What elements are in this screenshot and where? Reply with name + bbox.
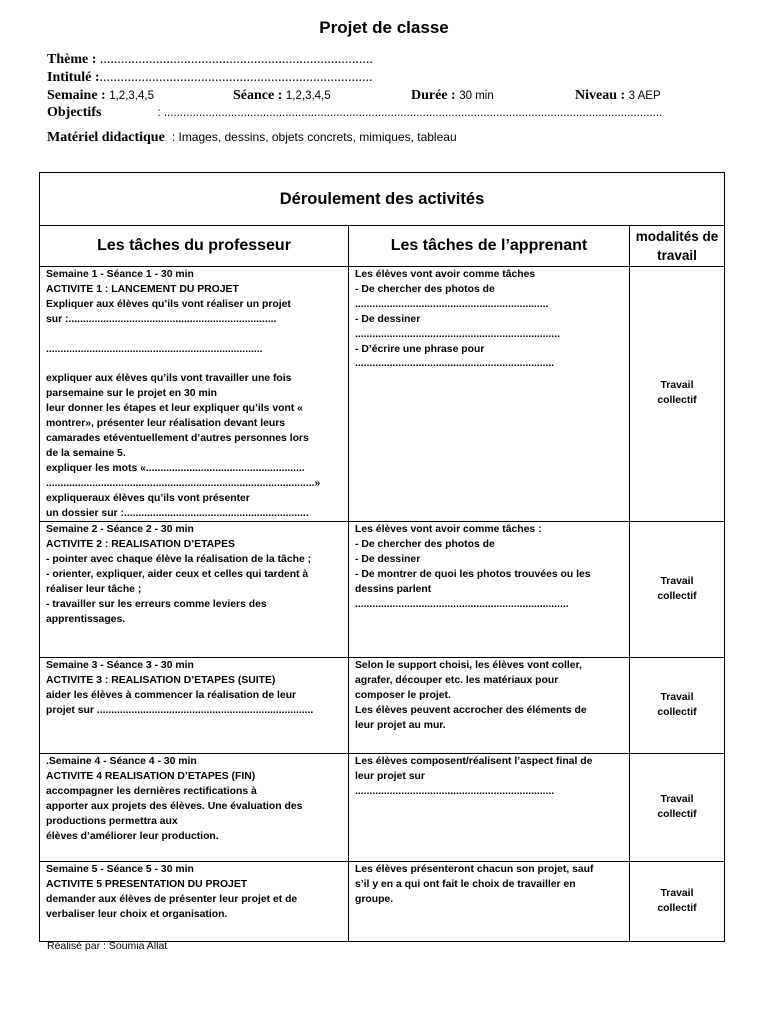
niveau-label: Niveau : [575, 88, 626, 103]
theme-line [47, 52, 373, 68]
table-row [40, 267, 725, 522]
theme-label: Thème : [47, 52, 97, 67]
app-cell [349, 754, 630, 862]
materiel-label: Matériel didactique [47, 130, 165, 145]
column-header-professeur: Les tâches du professeur [40, 226, 349, 267]
theme-value: .............................................................................. [96, 52, 373, 67]
app-text: Les élèves vont avoir comme tâches : - De chercher des photos de - De dessiner - De montrer de quoi les photos trouvées ou les dessins parlent .......................................................................... [355, 524, 591, 610]
prof-cell [40, 267, 349, 522]
mod-text: Travail collectif [657, 888, 697, 914]
seance-value: 1,2,3,4,5 [285, 90, 331, 102]
app-cell [349, 267, 630, 522]
table-row [40, 862, 725, 942]
seance-field [233, 88, 331, 104]
app-text: Les élèves vont avoir comme tâches - De chercher des photos de ................................................................... - De dessiner ....................................................................... - D’écrire une phrase pour ..................................................................... [355, 269, 560, 370]
objectifs-value: : ............................................................................................................................................................ [157, 107, 663, 119]
prof-text: .Semaine 4 - Séance 4 - 30 min ACTIVITE 4 REALISATION D’ETAPES (FIN) accompagner les dernières rectifications à apporter aux projets des élèves. Une évaluation des productions permettra aux élèves d’améliorer leur production. [46, 756, 303, 842]
activities-table [39, 172, 725, 942]
semaine-label: Semaine : [47, 88, 106, 103]
objectifs-line [47, 105, 715, 121]
table-heading: Déroulement des activités [40, 173, 725, 226]
mod-cell [630, 267, 725, 522]
app-text: Selon le support choisi, les élèves vont coller, agrafer, découper etc. les matériaux pour composer le projet. Les élèves peuvent accrocher des éléments de leur projet au mur. [355, 660, 587, 732]
mod-cell [630, 754, 725, 862]
mod-text: Travail collectif [657, 794, 697, 820]
duree-label: Durée : [411, 88, 456, 103]
mod-cell [630, 658, 725, 754]
app-cell [349, 862, 630, 942]
prof-text: Semaine 3 - Séance 3 - 30 min ACTIVITE 3 : REALISATION D’ETAPES (SUITE) aider les élèves à commencer la réalisation de leur projet sur ........................................................................... [46, 660, 314, 717]
mod-cell [630, 522, 725, 658]
materiel-value: : Images, dessins, objets concrets, mimiques, tableau [171, 130, 457, 144]
app-cell [349, 522, 630, 658]
objectifs-label: Objectifs [47, 105, 102, 120]
page-title: Projet de classe [319, 18, 449, 37]
mod-text: Travail collectif [657, 576, 697, 602]
table-row [40, 522, 725, 658]
intitule-value: .............................................................................. [99, 70, 373, 85]
intitule-line [47, 70, 373, 86]
app-cell [349, 658, 630, 754]
prof-cell [40, 862, 349, 942]
table-row [40, 754, 725, 862]
author-footer: Réalisé par : Soumia Allat [47, 940, 168, 952]
seance-label: Séance : [233, 88, 283, 103]
prof-cell [40, 658, 349, 754]
niveau-value: 3 AEP [628, 90, 661, 102]
app-text: Les élèves présenteront chacun son projet, sauf s’il y en a qui ont fait le choix de travailler en groupe. [355, 864, 594, 906]
prof-text: Semaine 5 - Séance 5 - 30 min ACTIVITE 5 PRESENTATION DU PROJET demander aux élèves de présenter leur projet et de verbaliser leur choix et organisation. [46, 864, 298, 921]
semaine-field [47, 88, 154, 104]
mod-text: Travail collectif [657, 692, 697, 718]
column-header-apprenant: Les tâches de l’apprenant [349, 226, 630, 267]
prof-cell [40, 754, 349, 862]
duree-value: 30 min [459, 90, 494, 102]
duree-field [411, 88, 494, 104]
table-row [40, 658, 725, 754]
niveau-field [575, 88, 661, 104]
prof-text: Semaine 1 - Séance 1 - 30 min ACTIVITE 1 : LANCEMENT DU PROJET Expliquer aux élèves qu’ils vont réaliser un projet sur :........................................................................ ........................................................................... expliquer aux élèves qu’ils vont travailler une fois parsemaine sur le projet en 30 min leur donner les étapes et leur expliquer qu’ils vont « montrer», présenter leur réalisation devant leurs camarades etéventuellement d’autres personnes lors de la semaine 5. expliquer les mots «....................................................... .............................................................................................» expliqueraux élèves qu’ils vont présenter un dossier sur :................................................................ [46, 269, 321, 519]
mod-text: Travail collectif [657, 380, 697, 407]
mod-cell [630, 862, 725, 942]
semaine-value: 1,2,3,4,5 [109, 90, 154, 102]
column-header-modalites: modalités de travail [630, 226, 725, 267]
prof-cell [40, 522, 349, 658]
intitule-label: Intitulé : [47, 70, 100, 85]
prof-text: Semaine 2 - Séance 2 - 30 min ACTIVITE 2 : REALISATION D’ETAPES - pointer avec chaque élève la réalisation de la tâche ; - orienter, expliquer, aider ceux et celles qui tardent à réaliser leur tâche ; - travailler sur les erreurs comme leviers des apprentissages. [46, 524, 312, 625]
materiel-line [47, 130, 457, 146]
app-text: Les élèves composent/réalisent l’aspect final de leur projet sur ..................................................................... [355, 756, 593, 798]
